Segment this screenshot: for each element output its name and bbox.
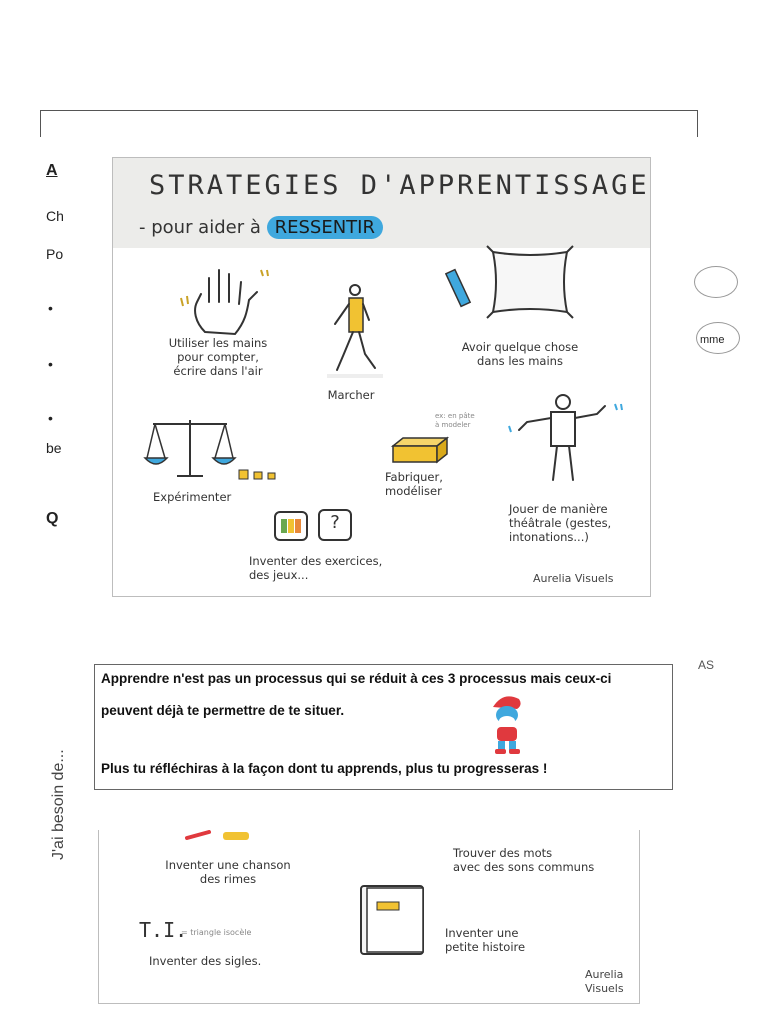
partial-drawing <box>183 830 273 842</box>
clay-block-icon <box>389 436 451 466</box>
heading-fragment: A <box>46 162 58 179</box>
lower-card-credit: Aurelia Visuels <box>585 968 624 995</box>
line-fragment-3: be <box>46 440 62 456</box>
line-fragment-2: Po <box>46 246 64 262</box>
label-games: Inventer des exercices, des jeux... <box>249 554 383 582</box>
label-hands: Utiliser les mains pour compter, écrire dans l'air <box>168 336 268 378</box>
walking-figure-icon <box>325 280 385 380</box>
acronym-note: = triangle isocèle <box>181 928 252 937</box>
bullet-fragment-2: • <box>48 356 53 372</box>
label-hold: Avoir quelque chose dans les mains <box>461 340 579 368</box>
note-box <box>94 664 673 790</box>
acronym-mark: T.I. <box>139 918 188 942</box>
card-title: STRATEGIES D'APPRENTISSAGE <box>149 170 650 201</box>
cloud-icon <box>694 266 738 298</box>
question-fragment: Q <box>46 510 59 527</box>
weights-icon <box>237 466 281 482</box>
lower-card <box>98 830 640 1004</box>
label-build: Fabriquer, modéliser <box>385 470 443 498</box>
label-act: Jouer de manière théâtrale (gestes, intonations...) <box>509 502 612 544</box>
question-mark: ? <box>330 512 340 533</box>
color-blocks-icon <box>273 510 309 542</box>
note-line-2: peuvent déjà te permettre de te situer. <box>101 703 345 718</box>
label-words: Trouver des mots avec des sons communs <box>453 846 595 874</box>
note-line-3: Plus tu réfléchiras à la façon dont tu apprends, plus tu progresseras ! <box>101 761 548 776</box>
bullet-fragment-1: • <box>48 300 53 316</box>
strategies-card <box>112 157 651 597</box>
right-fragment: AS <box>698 658 715 672</box>
hand-icon <box>175 262 275 342</box>
label-walk: Marcher <box>327 388 375 402</box>
label-song: Inventer une chanson des rimes <box>165 858 291 886</box>
smurf-icon <box>485 691 529 757</box>
side-vertical-text: J'ai besoin de... <box>50 749 67 860</box>
label-acronym: Inventer des sigles. <box>149 954 262 968</box>
card-subtitle <box>139 216 383 239</box>
bullet-fragment-3: • <box>48 410 53 426</box>
pillow-icon <box>485 244 575 320</box>
label-build-note: ex: en pâte à modeler <box>435 412 475 429</box>
document-frame <box>40 110 698 137</box>
pen-icon <box>445 266 481 316</box>
scales-icon <box>143 414 237 484</box>
acting-figure-icon <box>505 390 625 500</box>
cloud-text: mme <box>700 334 725 346</box>
line-fragment-1: Ch <box>46 208 64 224</box>
card-credit: Aurelia Visuels <box>533 572 614 585</box>
label-story: Inventer une petite histoire <box>445 926 526 954</box>
note-line-1: Apprendre n'est pas un processus qui se réduit à ces 3 processus mais ceux-ci <box>101 671 612 686</box>
notebook-icon <box>357 882 429 958</box>
label-experiment: Expérimenter <box>153 490 232 504</box>
subtitle-prefix: - pour aider à <box>139 217 261 238</box>
subtitle-highlight: RESSENTIR <box>267 216 383 239</box>
